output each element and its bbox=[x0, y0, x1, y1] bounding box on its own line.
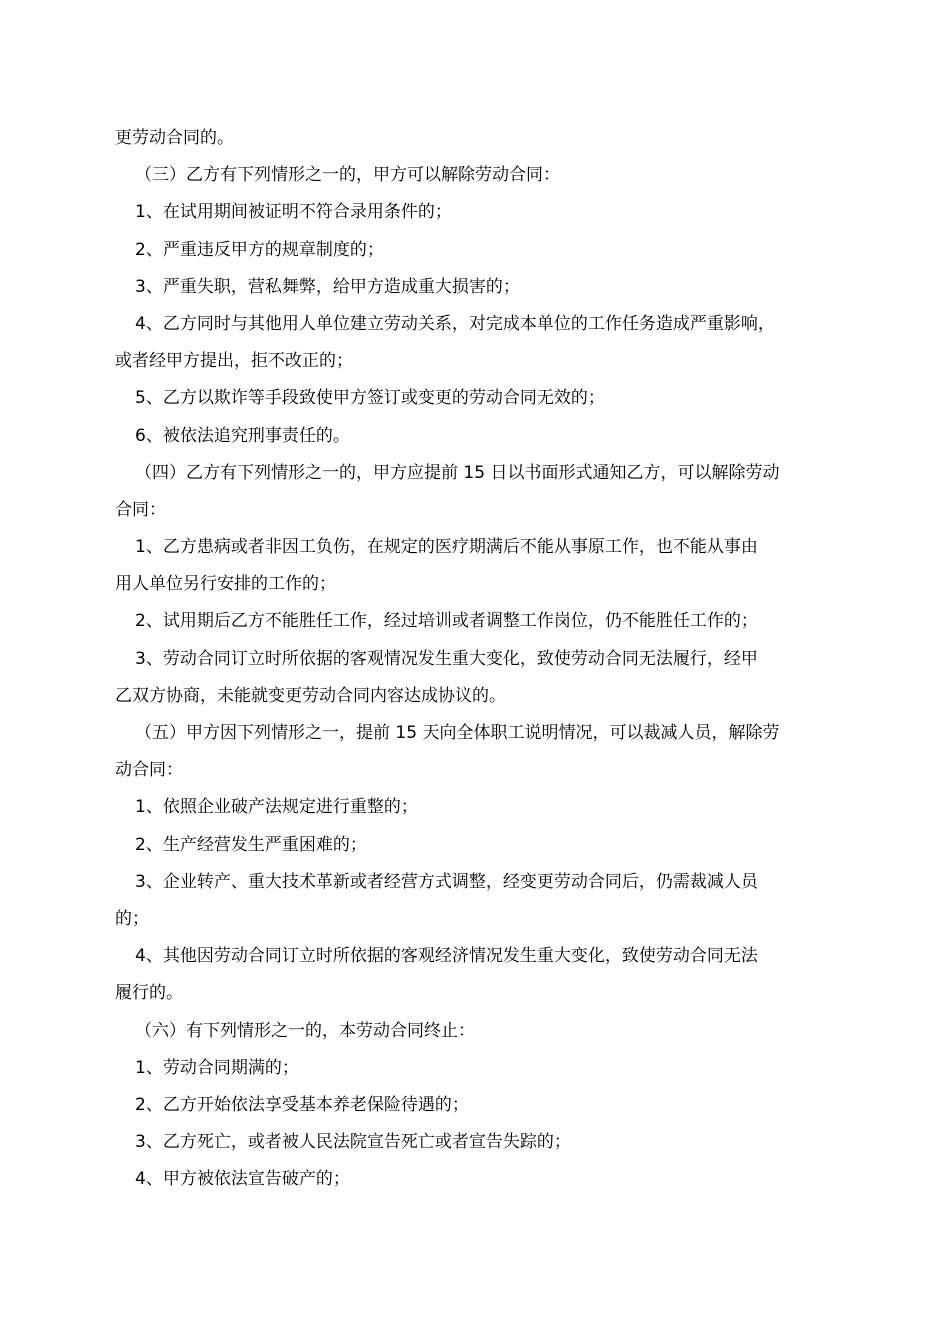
text-line: （三）乙方有下列情形之一的，甲方可以解除劳动合同： bbox=[135, 165, 560, 186]
text-line: （五）甲方因下列情形之一，提前 15 天向全体职工说明情况，可以裁减人员，解除劳 bbox=[135, 723, 780, 743]
document-body bbox=[115, 120, 850, 1198]
text-line: 或者经甲方提出，拒不改正的； bbox=[115, 351, 353, 372]
text-line: 1、依照企业破产法规定进行重整的； bbox=[135, 797, 418, 818]
text-line: 4、甲方被依法宣告破产的； bbox=[135, 1169, 350, 1190]
text-line: 3、劳动合同订立时所依据的客观情况发生重大变化，致使劳动合同无法履行，经甲 bbox=[135, 648, 758, 669]
text-line: 2、乙方开始依法享受基本养老保险待遇的； bbox=[135, 1094, 469, 1115]
text-line: 的； bbox=[115, 908, 149, 929]
text-line: 3、乙方死亡，或者被人民法院宣告死亡或者宣告失踪的； bbox=[135, 1132, 571, 1153]
text-line: 4、其他因劳动合同订立时所依据的客观经济情况发生重大变化，致使劳动合同无法 bbox=[135, 946, 758, 967]
text-line: 6、被依法追究刑事责任的。 bbox=[135, 425, 350, 446]
text-line: 动合同： bbox=[115, 760, 183, 781]
text-line: 2、生产经营发生严重困难的； bbox=[135, 834, 367, 855]
text-line: 1、劳动合同期满的； bbox=[135, 1057, 299, 1078]
text-line: 1、乙方患病或者非因工负伤，在规定的医疗期满后不能从事原工作，也不能从事由 bbox=[135, 537, 758, 558]
text-line: 2、试用期后乙方不能胜任工作，经过培训或者调整工作岗位，仍不能胜任工作的； bbox=[135, 611, 758, 632]
text-line: 履行的。 bbox=[115, 983, 183, 1004]
text-line: 5、乙方以欺诈等手段致使甲方签订或变更的劳动合同无效的； bbox=[135, 388, 605, 409]
text-line: 4、乙方同时与其他用人单位建立劳动关系，对完成本单位的工作任务造成严重影响， bbox=[135, 313, 775, 334]
text-line: 用人单位另行安排的工作的； bbox=[115, 574, 336, 595]
text-line: 乙双方协商，未能就变更劳动合同内容达成协议的。 bbox=[115, 685, 506, 706]
text-line: 更劳动合同的。 bbox=[115, 128, 234, 148]
text-line: （四）乙方有下列情形之一的，甲方应提前 15 日以书面形式通知乙方，可以解除劳动 bbox=[135, 462, 780, 483]
text-line: （六）有下列情形之一的，本劳动合同终止： bbox=[135, 1020, 475, 1041]
text-line: 3、企业转产、重大技术革新或者经营方式调整，经变更劳动合同后，仍需裁减人员 bbox=[135, 871, 758, 892]
text-line: 合同： bbox=[115, 499, 166, 520]
text-line: 2、严重违反甲方的规章制度的； bbox=[135, 239, 384, 260]
text-line: 1、在试用期间被证明不符合录用条件的； bbox=[135, 202, 452, 223]
text-line: 3、严重失职，营私舞弊，给甲方造成重大损害的； bbox=[135, 276, 520, 297]
